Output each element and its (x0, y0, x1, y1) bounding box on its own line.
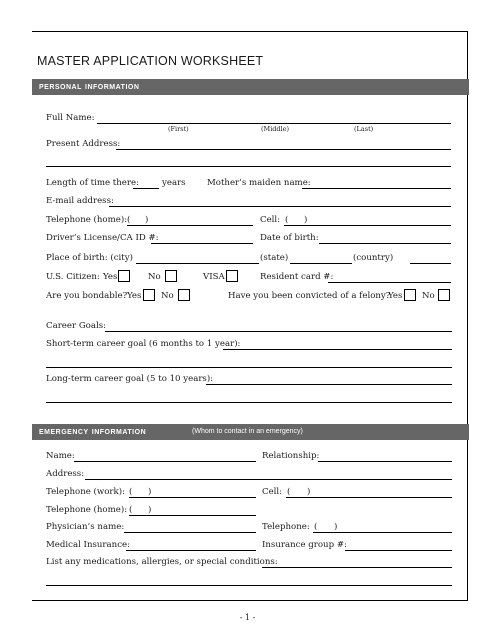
length-of-time-field[interactable] (133, 188, 159, 189)
felony-yes-label: Yes (388, 291, 403, 301)
felony-no-label: No (422, 291, 435, 301)
medications-label: List any medications, allergies, or special conditions: (46, 557, 278, 567)
emergency-cell-area-code-close: ) (307, 487, 311, 497)
emergency-home-area-code-close: ) (148, 505, 152, 515)
resident-card-label: Resident card #: (260, 272, 334, 282)
physician-name-label: Physician’s name: (46, 522, 125, 532)
area-code-close: ) (145, 215, 149, 225)
career-goals-label: Career Goals: (46, 321, 107, 331)
relationship-field[interactable] (318, 461, 452, 462)
short-term-goal-field[interactable] (223, 349, 452, 350)
telephone-home-label: Telephone (home): (46, 215, 128, 225)
place-of-birth-city-field[interactable] (136, 263, 259, 264)
full-name-field[interactable] (97, 123, 451, 124)
visa-label: VISA (203, 272, 225, 282)
insurance-group-field[interactable] (345, 550, 452, 551)
mothers-maiden-name-label: Mother’s maiden name: (207, 178, 311, 188)
bondable-yes-checkbox[interactable] (143, 289, 155, 301)
drivers-license-label: Driver’s License/CA ID #: (46, 233, 159, 243)
present-address-field-2[interactable] (46, 166, 451, 167)
telephone-work-field[interactable] (129, 497, 256, 498)
mothers-maiden-name-field[interactable] (302, 188, 451, 189)
cell-area-code-open: ( (285, 215, 289, 225)
cell-field[interactable] (284, 225, 451, 226)
emergency-address-label: Address: (46, 469, 85, 479)
page-number: - 1 - (239, 613, 256, 622)
emergency-telephone-home-label: Telephone (home): (46, 505, 128, 515)
cell-label: Cell: (260, 215, 281, 225)
us-citizen-yes-checkbox[interactable] (118, 270, 130, 282)
place-of-birth-country-label: (country) (353, 253, 394, 263)
emergency-telephone-home-field[interactable] (129, 515, 256, 516)
physician-telephone-label: Telephone: (262, 522, 310, 532)
us-citizen-no-checkbox[interactable] (165, 270, 177, 282)
first-caption: (First) (168, 125, 189, 133)
short-term-goal-label: Short-term career goal (6 months to 1 year): (46, 339, 241, 349)
place-of-birth-state-field[interactable] (290, 263, 352, 264)
emergency-address-field[interactable] (85, 479, 452, 480)
medications-field[interactable] (262, 567, 452, 568)
middle-caption: (Middle) (261, 125, 290, 133)
relationship-label: Relationship: (262, 451, 320, 461)
emergency-cell-area-code-open: ( (287, 487, 291, 497)
section-subtitle-emergency: (Whom to contact in an emergency) (192, 428, 303, 435)
felony-no-checkbox[interactable] (438, 289, 450, 301)
cell-area-code-close: ) (304, 215, 308, 225)
physician-area-code-open: ( (314, 522, 318, 532)
physician-area-code-close: ) (334, 522, 338, 532)
emergency-name-label: Name: (46, 451, 75, 461)
full-name-label: Full Name: (46, 113, 95, 123)
telephone-home-field[interactable] (127, 225, 253, 226)
emergency-home-area-code-open: ( (129, 505, 133, 515)
visa-checkbox[interactable] (226, 270, 238, 282)
length-of-time-label: Length of time there: (46, 178, 139, 188)
emergency-cell-field[interactable] (286, 497, 452, 498)
date-of-birth-label: Date of birth: (260, 233, 319, 243)
last-caption: (Last) (354, 125, 374, 133)
date-of-birth-field[interactable] (319, 243, 451, 244)
long-term-goal-field-2[interactable] (46, 402, 452, 403)
long-term-goal-field[interactable] (206, 384, 452, 385)
place-of-birth-label: Place of birth: (city) (46, 253, 133, 263)
email-label: E-mail address: (46, 196, 114, 206)
medical-insurance-label: Medical Insurance: (46, 540, 130, 550)
place-of-birth-state-label: (state) (260, 253, 289, 263)
emergency-name-field[interactable] (74, 461, 256, 462)
us-citizen-no-label: No (148, 272, 161, 282)
years-label: years (162, 178, 186, 188)
medications-field-2[interactable] (46, 585, 452, 586)
section-title-emergency: emergency information (39, 426, 147, 437)
work-area-code-open: ( (129, 487, 133, 497)
felony-label: Have you been convicted of a felony? (228, 291, 391, 301)
area-code-open: ( (127, 215, 131, 225)
present-address-field[interactable] (116, 149, 451, 150)
felony-yes-checkbox[interactable] (404, 289, 416, 301)
emergency-cell-label: Cell: (262, 487, 283, 497)
long-term-goal-label: Long-term career goal (5 to 10 years): (46, 374, 214, 384)
bondable-yes-label: Yes (127, 291, 142, 301)
physician-telephone-field[interactable] (313, 532, 452, 533)
work-area-code-close: ) (148, 487, 152, 497)
medical-insurance-field[interactable] (126, 550, 256, 551)
insurance-group-label: Insurance group #: (262, 540, 347, 550)
short-term-goal-field-2[interactable] (46, 367, 452, 368)
email-field[interactable] (109, 206, 451, 207)
career-goals-field[interactable] (105, 331, 452, 332)
physician-name-field[interactable] (124, 532, 256, 533)
place-of-birth-country-field[interactable] (410, 263, 451, 264)
bondable-no-checkbox[interactable] (178, 289, 190, 301)
bondable-label: Are you bondable? (46, 291, 128, 301)
page-title: MASTER APPLICATION WORKSHEET (37, 54, 264, 68)
section-title-personal: personal information (39, 81, 140, 92)
resident-card-field[interactable] (328, 282, 451, 283)
telephone-work-label: Telephone (work): (46, 487, 125, 497)
present-address-label: Present Address: (46, 139, 121, 149)
bondable-no-label: No (161, 291, 174, 301)
drivers-license-field[interactable] (151, 243, 253, 244)
us-citizen-yes-label: Yes (103, 272, 118, 282)
us-citizen-label: U.S. Citizen: (46, 272, 100, 282)
